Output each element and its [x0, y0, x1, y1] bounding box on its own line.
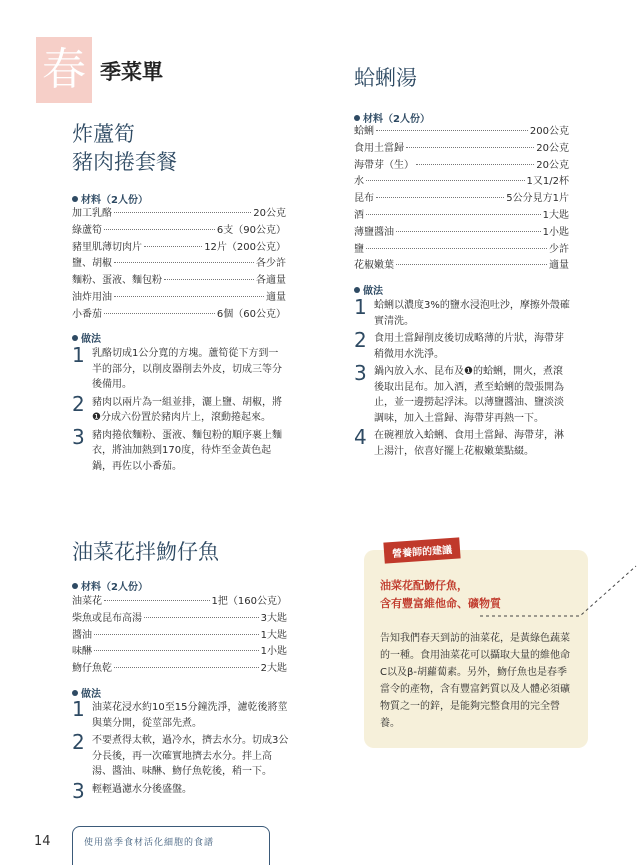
step-text: 鍋內放入水、昆布及❶的蛤蜊，開火，煮滾後取出昆布。加入酒，煮至蛤蜊的殼張開為止，並一邊撈起浮沫。以薄鹽醬油、鹽淡淡調味，加入土當歸、海帶芽再熱一下。 — [374, 366, 564, 424]
ingredient-row — [72, 644, 287, 661]
dish2-ingredients-label — [354, 110, 430, 125]
method-step — [72, 424, 288, 475]
ingredient-name: 綠蘆筍 — [72, 224, 102, 236]
ingredient-row — [72, 256, 286, 273]
step-text: 乳酪切成1公分寬的方塊。蘆筍從下方到一半的部分，以削皮器削去外皮，切成三等分後備用。 — [92, 348, 282, 390]
dotted-leader — [114, 262, 254, 263]
ingredient-row — [72, 273, 286, 290]
dotted-leader — [366, 180, 525, 181]
ingredient-row — [354, 258, 569, 275]
ingredient-row — [72, 594, 287, 611]
bullet-icon — [72, 583, 78, 589]
dotted-leader — [376, 197, 504, 198]
dish3-steps — [72, 697, 290, 803]
dotted-leader — [94, 634, 259, 635]
tip-headline-line1: 油菜花配魩仔魚， — [380, 579, 468, 592]
step-number: 3 — [72, 424, 85, 449]
dotted-leader — [416, 164, 534, 165]
ingredient-row — [72, 206, 286, 223]
dish2-title: 蛤蜊湯 — [354, 66, 417, 90]
dish3-title: 油菜花拌魩仔魚 — [72, 540, 219, 564]
ingredient-amount: 20公克 — [536, 159, 569, 171]
ingredient-amount: 1大匙 — [542, 209, 569, 221]
dish1-steps — [72, 343, 288, 476]
nutrition-tip-tag: 營養師的建議 — [383, 537, 460, 563]
step-number: 3 — [72, 778, 85, 803]
method-step — [354, 361, 572, 426]
ingredient-amount: 各少許 — [256, 258, 286, 270]
nutrition-tip-body: 告知我們春天到訪的油菜花，是黃綠色蔬菜的一種。食用油菜花可以攝取大量的維他命C以及β-胡蘿蔔素。另外，魩仔魚也是春季當令的產物，含有豐富鈣質以及人體必須礦物質之一的鋅，是能夠完整食用的完全營養。 — [380, 633, 570, 729]
ingredient-amount: 2大匙 — [260, 663, 287, 675]
dish3-method-label-text: 做法 — [81, 689, 101, 700]
dish2-ingredient-list — [354, 124, 569, 275]
method-step — [354, 425, 572, 459]
ingredient-row — [72, 628, 287, 645]
ingredient-amount: 1又1/2杯 — [526, 176, 569, 188]
step-number: 4 — [354, 425, 367, 449]
bullet-icon — [354, 115, 360, 121]
ingredient-row — [354, 208, 569, 225]
ingredient-amount: 20公克 — [536, 142, 569, 154]
dashed-leader-line — [480, 560, 640, 620]
step-number: 1 — [72, 343, 85, 367]
dish2-method-label-text: 做法 — [363, 286, 383, 297]
ingredient-name: 蛤蜊 — [354, 126, 374, 137]
bullet-icon — [72, 690, 78, 696]
ingredient-amount: 6個（60公克） — [216, 308, 286, 320]
method-step — [72, 697, 290, 731]
season-badge: 春 — [36, 37, 92, 103]
ingredient-name: 醬油 — [72, 629, 92, 641]
ingredient-row — [354, 174, 569, 191]
page-number: 14 — [34, 834, 51, 849]
dotted-leader — [376, 130, 528, 131]
dish1-ingredient-list — [72, 206, 286, 324]
ingredient-amount: 6支（90公克） — [216, 224, 286, 236]
step-text: 油菜花浸水約10至15分鐘洗淨，濾乾後將莖與葉分開，從莖部先煮。 — [92, 702, 288, 729]
step-text: 食用土當歸削皮後切成略薄的片狀，海帶芽稍微用水洗淨。 — [374, 333, 564, 360]
step-text: 豬肉以兩片為一組並排，灑上鹽、胡椒，將❶分成六份置於豬肉片上，滾動捲起來。 — [92, 396, 282, 423]
ingredient-amount: 1小匙 — [260, 646, 287, 658]
dish2-steps — [354, 295, 572, 461]
ingredient-name: 昆布 — [354, 193, 374, 205]
footer-text: 使用當季食材活化細胞的食譜 — [84, 838, 215, 848]
ingredient-amount: 20公克 — [253, 208, 286, 219]
ingredient-amount: 適量 — [549, 260, 569, 272]
ingredient-name: 加工乳酪 — [72, 208, 112, 219]
ingredient-row — [72, 661, 287, 678]
ingredient-amount: 1小匙 — [542, 226, 569, 238]
ingredient-row — [354, 141, 569, 158]
ingredient-amount: 1大匙 — [260, 629, 287, 641]
dotted-leader — [396, 231, 541, 232]
ingredient-row — [72, 290, 286, 307]
method-step — [354, 295, 572, 329]
dish3-ingredients-label — [72, 578, 148, 593]
ingredient-row — [354, 158, 569, 175]
ingredient-name: 花椒嫩葉 — [354, 260, 394, 272]
step-number: 3 — [354, 361, 367, 385]
dotted-leader — [94, 650, 259, 651]
ingredient-amount: 少許 — [549, 243, 569, 255]
step-number: 2 — [354, 328, 367, 352]
ingredient-name: 魩仔魚乾 — [72, 663, 112, 675]
ingredient-row — [72, 223, 286, 240]
step-text: 在碗裡放入蛤蜊、食用土當歸、海帶芽，淋上湯汁，依喜好擺上花椒嫩葉點綴。 — [374, 430, 564, 457]
method-step — [72, 343, 288, 393]
ingredient-amount: 各適量 — [256, 275, 286, 287]
step-text: 豬肉捲依麵粉、蛋液、麵包粉的順序裹上麵衣，將油加熱到170度，待炸至金黃色起鍋，再佐以小番茄。 — [92, 429, 282, 472]
dotted-leader — [104, 313, 215, 314]
dish1-title-line1: 炸蘆筍 — [72, 122, 135, 146]
ingredient-name: 麵粉、蛋液、麵包粉 — [72, 275, 162, 287]
ingredient-name: 海帶芽（生） — [354, 159, 414, 171]
dotted-leader — [366, 248, 547, 249]
dish1-title-line2: 豬肉捲套餐 — [72, 150, 177, 174]
ingredient-name: 水 — [354, 176, 364, 188]
method-step — [354, 328, 572, 362]
ingredient-name: 豬里肌薄切肉片 — [72, 241, 142, 253]
ingredient-amount: 12片（200公克） — [204, 241, 286, 253]
ingredient-amount: 5公分見方1片 — [506, 193, 569, 205]
dotted-leader — [406, 147, 534, 148]
step-number: 2 — [72, 730, 85, 754]
step-number: 1 — [72, 697, 85, 721]
step-text: 不要煮得太軟，過冷水，擠去水分。切成3公分長後，再一次確實地擠去水分。拌上高湯、醬油、味醂、魩仔魚乾後，稍一下。 — [92, 735, 289, 777]
ingredient-name: 食用土當歸 — [354, 142, 404, 154]
dotted-leader — [144, 246, 202, 247]
step-number: 2 — [72, 391, 85, 416]
ingredient-name: 油菜花 — [72, 596, 102, 607]
ingredient-amount: 適量 — [266, 291, 286, 303]
ingredient-name: 柴魚或昆布高湯 — [72, 612, 142, 624]
dotted-leader — [114, 212, 251, 213]
ingredient-name: 鹽、胡椒 — [72, 258, 112, 270]
step-text: 輕輕過濾水分後盛盤。 — [92, 783, 192, 795]
ingredient-amount: 1把（160公克） — [211, 596, 287, 607]
ingredient-name: 味醂 — [72, 646, 92, 658]
dish1-ingredients-label-text: 材料（2人份） — [81, 195, 148, 206]
bullet-icon — [72, 196, 78, 202]
dish1-method-label-text: 做法 — [81, 334, 101, 345]
ingredient-name: 鹽 — [354, 243, 364, 255]
ingredient-row — [354, 225, 569, 242]
ingredient-amount: 200公克 — [529, 126, 569, 137]
ingredient-name: 酒 — [354, 209, 364, 221]
ingredient-amount: 3大匙 — [260, 612, 287, 624]
dish3-ingredients-label-text: 材料（2人份） — [81, 582, 148, 593]
dotted-leader — [164, 279, 254, 280]
dotted-leader — [144, 617, 259, 618]
bullet-icon — [354, 287, 360, 293]
ingredient-name: 小番茄 — [72, 308, 102, 320]
dotted-leader — [396, 264, 547, 265]
dotted-leader — [104, 229, 215, 230]
dish3-ingredient-list — [72, 594, 287, 678]
dotted-leader — [104, 600, 210, 601]
dish1-title — [72, 120, 177, 176]
dotted-leader — [366, 214, 541, 215]
ingredient-name: 油炸用油 — [72, 291, 112, 303]
method-step — [72, 391, 288, 426]
ingredient-row — [354, 242, 569, 259]
dish2-ingredients-label-text: 材料（2人份） — [363, 114, 430, 125]
step-number: 1 — [354, 295, 367, 319]
ingredient-row — [354, 124, 569, 141]
ingredient-name: 薄鹽醬油 — [354, 226, 394, 238]
method-step — [72, 778, 290, 803]
ingredient-row — [72, 240, 286, 257]
tip-headline-line2: 含有豐富維他命、礦物質 — [380, 597, 501, 610]
method-step — [72, 730, 290, 780]
ingredient-row — [354, 191, 569, 208]
ingredient-row — [72, 307, 286, 324]
bullet-icon — [72, 335, 78, 341]
ingredient-row — [72, 611, 287, 628]
dish1-ingredients-label — [72, 191, 148, 206]
dotted-leader — [114, 667, 259, 668]
dotted-leader — [114, 296, 264, 297]
section-title: 季菜單 — [100, 59, 163, 84]
step-text: 蛤蜊以濃度3%的鹽水浸泡吐沙，摩擦外殼確實清洗。 — [374, 300, 570, 327]
